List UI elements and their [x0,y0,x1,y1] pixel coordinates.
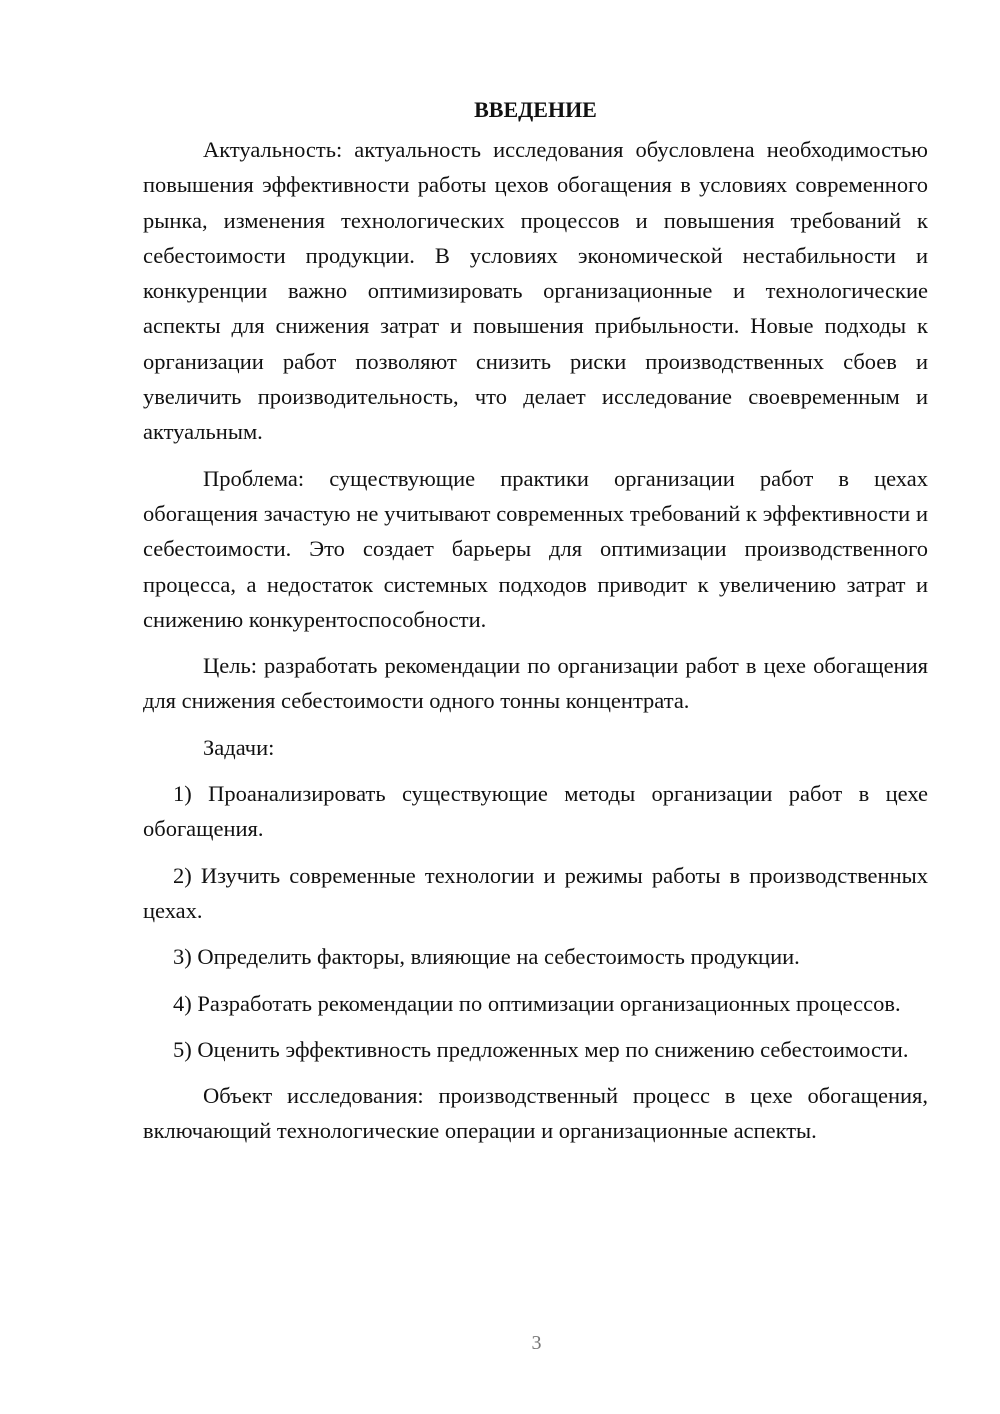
task-item-1: 1) Проанализировать существующие методы организации работ в цехе обогащения. [143,781,928,842]
task-item-4: 4) Разработать рекомендации по оптимизации организационных процессов. [173,990,901,1016]
paragraph-tasks-label: Задачи: [203,734,275,760]
paragraph-problem: Проблема: существующие практики организации работ в цехах обогащения зачастую не учитывают современных требований к эффективности и себестоимости. Это создает барьеры для оптимизации производственного процесса, а недостаток системных подходов приводит к увеличению затрат и снижению конкурентоспособности. [143,465,928,632]
paragraph-relevance: Актуальность: актуальность исследования обусловлена необходимостью повышения эффективности работы цехов обогащения в условиях современного рынка, изменения технологических процессов и повышения требований к себестоимости продукции. В условиях экономической нестабильности и конкуренции важно оптимизировать организационные и технологические аспекты для снижения затрат и повышения прибыльности. Новые подходы к организации работ позволяют снизить риски производственных сбоев и увеличить производительность, что делает исследование своевременным и актуальным. [143,137,928,445]
paragraph-goal: Цель: разработать рекомендации по организации работ в цехе обогащения для снижения себестоимости одного тонны концентрата. [143,653,928,714]
document-page [143,92,928,1149]
page-number: 3 [531,1332,542,1354]
paragraph-object: Объект исследования: производственный процесс в цехе обогащения, включающий технологические операции и организационные аспекты. [143,1083,928,1144]
task-item-5: 5) Оценить эффективность предложенных мер по снижению себестоимости. [173,1036,909,1062]
page-title: ВВЕДЕНИЕ [474,97,597,122]
task-item-3: 3) Определить факторы, влияющие на себестоимость продукции. [173,944,800,970]
task-item-2: 2) Изучить современные технологии и режимы работы в производственных цехах. [143,862,928,923]
